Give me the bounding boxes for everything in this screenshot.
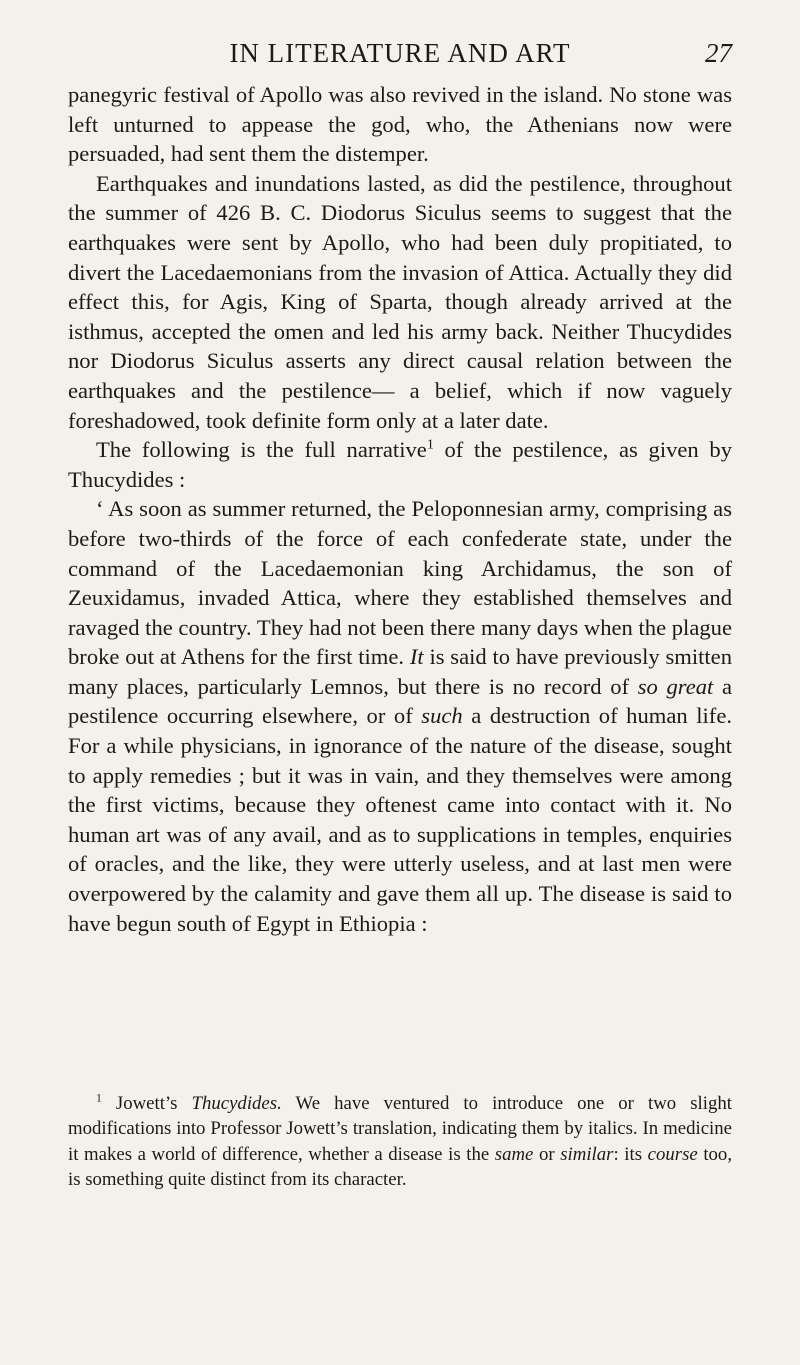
paragraph-1: panegyric festival of Apollo was also revived in the island. No stone was left unturned to appease the god, who, the Athenians now were persuaded, had sent them the distemper.	[68, 82, 732, 167]
footnote-marker: 1	[96, 1091, 102, 1105]
footnote-text-1: Jowett’s	[101, 1093, 192, 1114]
footnote-1	[68, 1091, 732, 1193]
footnote-text-2: We have ventured to introduce one or two slight modifications into Professor Jowett’s translation, indicating them by italics. In medicine it makes a world of difference, whether a disease is the	[68, 1093, 732, 1165]
paragraph-4-quotation	[68, 494, 732, 938]
footnote-text-4: : its	[613, 1143, 648, 1165]
paragraph-3-text-b: of the pestilence, as given by Thucydides :	[68, 437, 733, 492]
paragraph-2: Earthquakes and inundations lasted, as did the pestilence, throughout the summer of 426 B. C. Diodorus Siculus seems to suggest that the earthquakes were sent by Apollo, who had been duly propitiated, to divert the Lacedaemonians from the invasion of Attica. Actually they did effect this, for Agis, King of Sparta, though already arrived at the isthmus, accepted the omen and led his army back. Neither Thucydides nor Diodorus Siculus asserts any direct causal relation between the earthquakes and the pestilence— a belief, which if now vaguely foreshadowed, took definite form only at a later date.	[68, 170, 732, 433]
page-header	[68, 30, 732, 70]
body-text	[68, 80, 732, 938]
footnotes	[68, 1091, 732, 1193]
footnote-text-3: or	[533, 1143, 561, 1165]
footnote-reference: 1	[426, 437, 434, 453]
footnote-italic-4: course	[647, 1143, 698, 1165]
footnote-italic-2: same	[494, 1143, 534, 1165]
paragraph-3	[68, 435, 732, 494]
footnote-italic-1: Thucydides.	[191, 1093, 282, 1114]
footnote-italic-3: similar	[560, 1143, 614, 1165]
quote-italic-1: It	[409, 644, 424, 670]
page-number: 27	[705, 38, 732, 68]
quote-italic-3: such	[421, 703, 463, 729]
quote-text-1: ‘ As soon as summer returned, the Peloponnesian army, comprising as before two-thirds of the force of each confederate state, under the command of the Lacedaemonian king Archidamus, the son of Zeuxidamus, invaded Attica, where they established themselves and ravaged the country. They had not been there many days when the plague broke out at Athens for the first time.	[68, 496, 732, 670]
quote-italic-2: so great	[637, 673, 714, 699]
running-head: IN LITERATURE AND ART	[229, 38, 571, 68]
quote-text-2: is said to have previously smitten many places, particularly Lemnos, but there is no record of	[68, 644, 732, 699]
paragraph-3-text-a: The following is the full narrative	[96, 437, 427, 463]
quote-text-3: a pestilence occurring elsewhere, or of	[68, 673, 733, 729]
footnote-text-5: too, is something quite distinct from its character.	[68, 1143, 733, 1191]
quote-text-4: a destruction of human life. For a while physicians, in ignorance of the nature of the disease, sought to apply remedies ; but it was in vain, and they themselves were among the first victims, because they oftenest came into contact with it. No human art was of any avail, and as to supplications in temples, enquiries of oracles, and the like, they were utterly useless, and at last men were overpowered by the calamity and gave them all up. The disease is said to have begun south of Egypt in Ethiopia :	[68, 703, 732, 936]
